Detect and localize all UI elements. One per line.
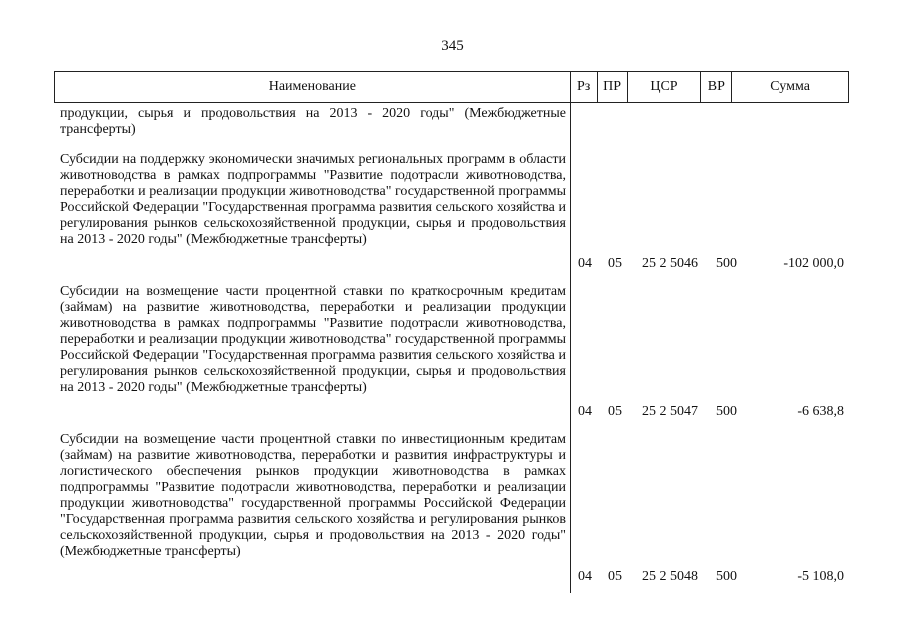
row-sum: -6 638,8 <box>797 404 844 419</box>
row-pr: 05 <box>608 404 622 419</box>
row-rz: 04 <box>578 569 592 584</box>
table-header <box>54 71 849 103</box>
row-vr: 500 <box>716 569 737 584</box>
header-sum: Сумма <box>731 72 848 102</box>
header-name: Наименование <box>268 79 356 94</box>
row-text: Субсидии на возмещение части процентной ставки по инвестиционным кредитам (займам) на развитие животноводства, переработки и развития инфраструктуры и логистического обеспечения рынков продукции животноводства в рамках подпрограммы "Развитие подотрасли животноводства, переработки и реализации продукции животноводства" государственной программы Российской Федерации "Государственная программа развития сельского хозяйства и регулирования рынков сельскохозяйственной продукции, сырья и продовольствия на 2013 - 2020 годы" (Межбюджетные трансферты) <box>60 432 566 559</box>
row-text: Субсидии на возмещение части процентной ставки по краткосрочным кредитам (займам) на развитие животноводства, переработки и реализации продукции животноводства в рамках подпрограммы "Развитие подотрасли животноводства, переработки и реализации продукции животноводства" государственной программы Российской Федерации "Государственная программа развития сельского хозяйства и регулирования рынков сельскохозяйственной продукции, сырья и продовольствия на 2013 - 2020 годы" (Межбюджетные трансферты) <box>60 284 566 395</box>
row-rz: 04 <box>578 404 592 419</box>
row-rz: 04 <box>578 256 592 271</box>
header-rz: Рз <box>570 72 597 102</box>
row-text: продукции, сырья и продовольствия на 2013 - 2020 годы" (Межбюджетные трансферты) <box>60 106 566 137</box>
row-text: Субсидии на поддержку экономически значимых региональных программ в области животноводства в рамках подпрограммы "Развитие подотрасли животноводства, переработки и реализации продукции животноводства" государственной программы Российской Федерации "Государственная программа развития сельского хозяйства и регулирования рынков сельскохозяйственной продукции, сырья и продовольствия на 2013 - 2020 годы" (Межбюджетные трансферты) <box>60 152 566 247</box>
row-csr: 25 2 5047 <box>642 404 698 419</box>
row-vr: 500 <box>716 256 737 271</box>
row-sum: -5 108,0 <box>797 569 844 584</box>
header-csr: ЦСР <box>627 72 701 102</box>
row-pr: 05 <box>608 256 622 271</box>
table-row <box>60 152 566 248</box>
row-csr: 25 2 5048 <box>642 569 698 584</box>
row-sum: -102 000,0 <box>783 256 844 271</box>
row-csr: 25 2 5046 <box>642 256 698 271</box>
header-pr: ПР <box>597 72 627 102</box>
page-number: 345 <box>441 38 464 54</box>
table-row <box>60 432 566 560</box>
table-row <box>60 106 566 138</box>
header-vr: ВР <box>700 72 731 102</box>
table-row <box>60 284 566 396</box>
column-divider <box>570 103 571 593</box>
row-vr: 500 <box>716 404 737 419</box>
row-pr: 05 <box>608 569 622 584</box>
